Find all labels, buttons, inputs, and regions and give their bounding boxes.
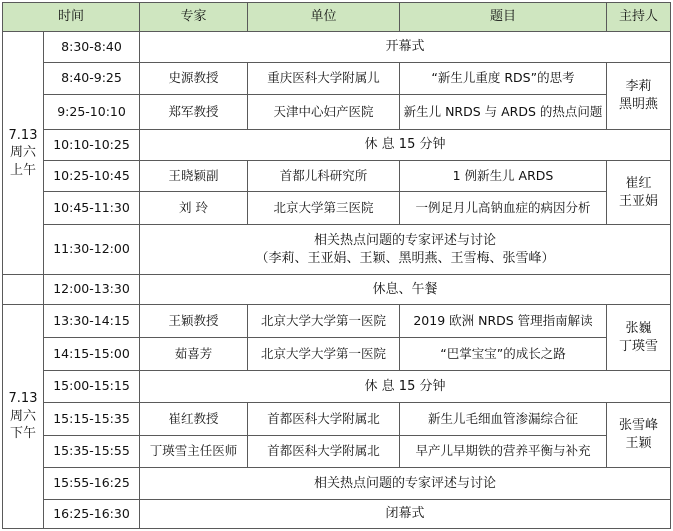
lunch-cell: 休息、午餐	[140, 275, 671, 305]
time-cell: 10:25-10:45	[44, 161, 140, 192]
time-cell: 9:25-10:10	[44, 95, 140, 130]
topic-cell: “巴掌宝宝”的成长之路	[400, 338, 607, 371]
time-cell: 15:15-15:35	[44, 403, 140, 436]
time-cell: 12:00-13:30	[44, 275, 140, 305]
table-row	[3, 63, 671, 95]
expert-cell: 王颖教授	[140, 305, 248, 338]
day-cell-empty	[3, 275, 44, 305]
table-row	[3, 500, 671, 529]
expert-cell: 刘 玲	[140, 192, 248, 225]
header-unit: 单位	[248, 3, 400, 32]
schedule-table	[2, 2, 671, 529]
time-cell: 8:40-9:25	[44, 63, 140, 95]
expert-cell: 郑军教授	[140, 95, 248, 130]
time-cell: 10:10-10:25	[44, 130, 140, 161]
table-row	[3, 371, 671, 403]
unit-cell: 重庆医科大学附属儿	[248, 63, 400, 95]
header-host: 主持人	[607, 3, 671, 32]
table-row	[3, 130, 671, 161]
expert-cell: 崔红教授	[140, 403, 248, 436]
opening-cell: 开幕式	[140, 32, 671, 63]
discussion-cell: 相关热点问题的专家评述与讨论 （李莉、王亚娟、王颖、黑明燕、王雪梅、张雪峰）	[140, 225, 671, 275]
unit-cell: 天津中心妇产医院	[248, 95, 400, 130]
break-cell: 休 息 15 分钟	[140, 130, 671, 161]
table-row	[3, 192, 671, 225]
topic-cell: 新生儿毛细血管渗漏综合征	[400, 403, 607, 436]
topic-cell: 2019 欧洲 NRDS 管理指南解读	[400, 305, 607, 338]
expert-cell: 王晓颖副	[140, 161, 248, 192]
unit-cell: 首都医科大学附属北	[248, 436, 400, 468]
unit-cell: 北京大学大学第一医院	[248, 338, 400, 371]
unit-cell: 北京大学第三医院	[248, 192, 400, 225]
topic-cell: 1 例新生儿 ARDS	[400, 161, 607, 192]
time-cell: 8:30-8:40	[44, 32, 140, 63]
break-cell: 休 息 15 分钟	[140, 371, 671, 403]
time-cell: 15:35-15:55	[44, 436, 140, 468]
header-expert: 专家	[140, 3, 248, 32]
table-row	[3, 436, 671, 468]
table-row	[3, 403, 671, 436]
unit-cell: 北京大学大学第一医院	[248, 305, 400, 338]
header-time: 时间	[3, 3, 140, 32]
time-cell: 14:15-15:00	[44, 338, 140, 371]
closing-cell: 闭幕式	[140, 500, 671, 529]
table-row	[3, 95, 671, 130]
expert-cell: 丁瑛雪主任医师	[140, 436, 248, 468]
unit-cell: 首都医科大学附属北	[248, 403, 400, 436]
table-row	[3, 161, 671, 192]
topic-cell: 一例足月儿高钠血症的病因分析	[400, 192, 607, 225]
time-cell: 11:30-12:00	[44, 225, 140, 275]
host-cell: 张巍 丁瑛雪	[607, 305, 671, 371]
time-cell: 15:00-15:15	[44, 371, 140, 403]
host-cell: 崔红 王亚娟	[607, 161, 671, 225]
discussion-cell: 相关热点问题的专家评述与讨论	[140, 468, 671, 500]
unit-cell: 首都儿科研究所	[248, 161, 400, 192]
day-cell-afternoon: 7.13 周六 下午	[3, 305, 44, 529]
table-row	[3, 305, 671, 338]
topic-cell: 新生儿 NRDS 与 ARDS 的热点问题	[400, 95, 607, 130]
time-cell: 10:45-11:30	[44, 192, 140, 225]
time-cell: 13:30-14:15	[44, 305, 140, 338]
host-cell: 李莉 黑明燕	[607, 63, 671, 130]
time-cell: 16:25-16:30	[44, 500, 140, 529]
topic-cell: “新生儿重度 RDS”的思考	[400, 63, 607, 95]
expert-cell: 茹喜芳	[140, 338, 248, 371]
expert-cell: 史源教授	[140, 63, 248, 95]
day-cell-morning: 7.13 周六 上午	[3, 32, 44, 275]
header-topic: 题目	[400, 3, 607, 32]
table-row	[3, 32, 671, 63]
table-row	[3, 468, 671, 500]
table-row	[3, 338, 671, 371]
host-cell: 张雪峰 王颖	[607, 403, 671, 468]
header-row	[3, 3, 671, 32]
time-cell: 15:55-16:25	[44, 468, 140, 500]
table-row	[3, 225, 671, 275]
table-row	[3, 275, 671, 305]
topic-cell: 早产儿早期铁的营养平衡与补充	[400, 436, 607, 468]
